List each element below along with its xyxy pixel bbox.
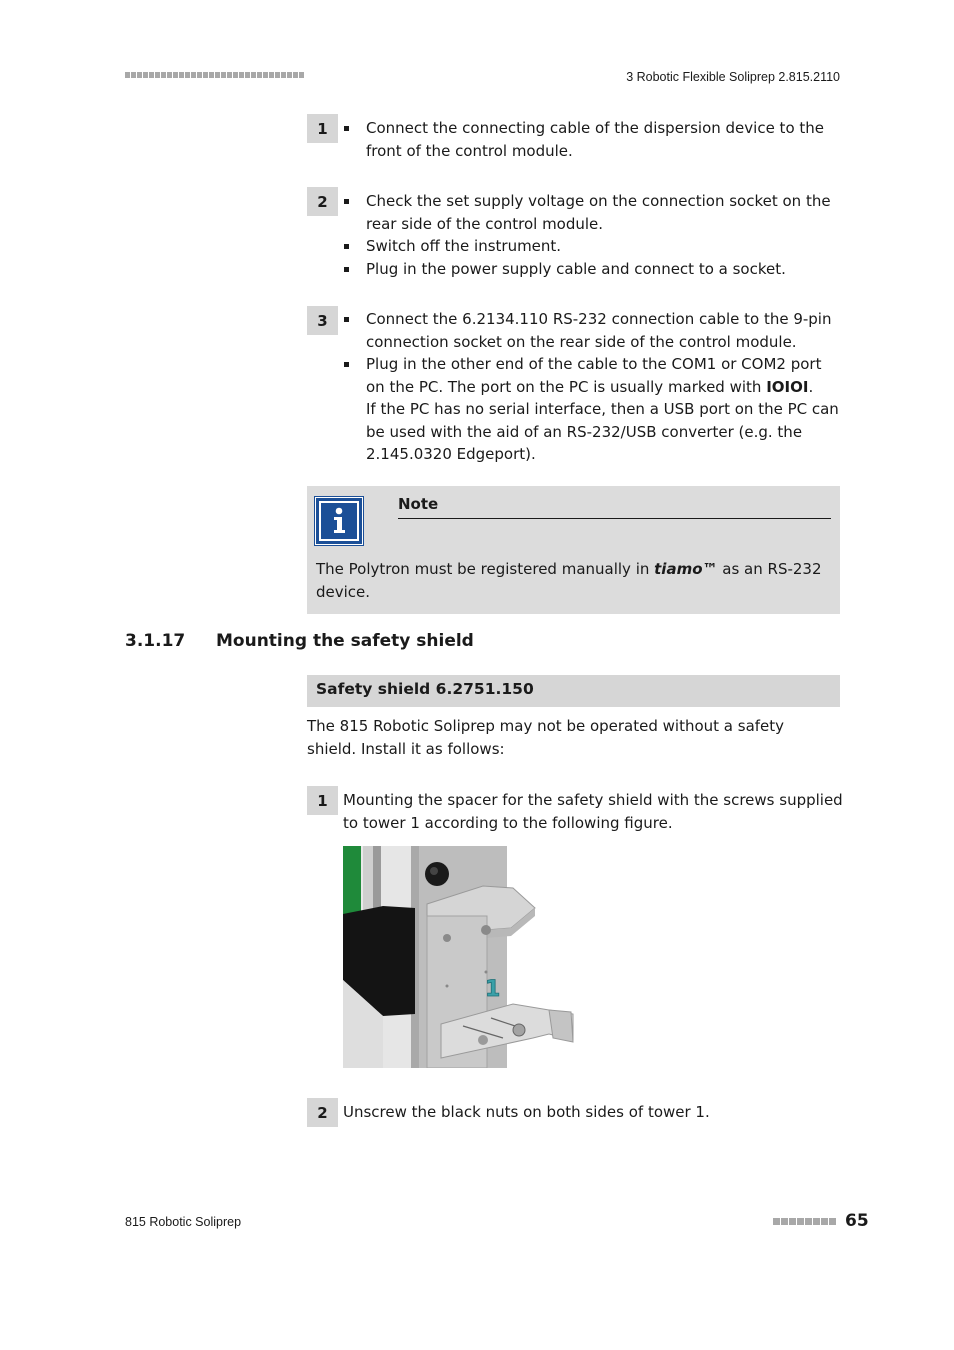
note-title: Note (398, 495, 439, 513)
step-number: 2 (307, 187, 338, 216)
note-text-part: as an RS-232 device. (316, 560, 822, 601)
list-item: Connect the connecting cable of the dispersion device to the front of the control module. (343, 117, 843, 162)
figure-callout: 1 (485, 977, 501, 1002)
list-item-text: If the PC has no serial interface, then a USB port on the PC can be used with the aid of an RS-232/USB converter (e.g. the 2.145.0320 Edgeport). (366, 400, 839, 463)
subsection-heading (307, 675, 840, 707)
list-item (343, 353, 843, 466)
port-marking: IOIOI (766, 377, 809, 396)
step-number: 1 (307, 114, 338, 143)
step-text: Mounting the spacer for the safety shield with the screws supplied to tower 1 according to the following figure. (343, 791, 843, 832)
list-item-text: . (808, 377, 814, 396)
footer-decoration (773, 1218, 836, 1225)
footer-product: 815 Robotic Soliprep (125, 1215, 242, 1229)
safety-shield-figure (343, 846, 575, 1068)
list-item: Plug in the power supply cable and connect to a socket. (343, 258, 843, 281)
list-item: Switch off the instrument. (343, 235, 843, 258)
step-list (343, 308, 843, 466)
note-text-part: The Polytron must be registered manually in (316, 560, 655, 578)
header-chapter: 3 Robotic Flexible Soliprep 2.815.2110 (626, 70, 840, 84)
step-list (343, 190, 843, 280)
software-name: tiamo™ (654, 560, 718, 578)
header-decoration (125, 72, 304, 78)
list-item: Check the set supply voltage on the connection socket on the rear side of the control module. (343, 190, 843, 235)
note-text (316, 558, 826, 603)
step-number: 1 (307, 786, 338, 815)
info-icon (315, 497, 363, 545)
step-text: Unscrew the black nuts on both sides of tower 1. (343, 1103, 710, 1121)
list-item-text: Plug in the other end of the cable to the COM1 or COM2 port on the PC. The port on the PC is usually marked with (366, 355, 822, 396)
note-divider (398, 518, 831, 519)
section-number: 3.1.17 (125, 631, 186, 651)
subsection-title: Safety shield 6.2751.150 (316, 680, 534, 698)
step-number: 3 (307, 306, 338, 335)
step-number: 2 (307, 1098, 338, 1127)
section-title: Mounting the safety shield (216, 631, 474, 651)
page-number: 65 (845, 1211, 869, 1231)
step-list (343, 117, 843, 162)
intro-paragraph: The 815 Robotic Soliprep may not be operated without a safety shield. Install it as follows: (307, 717, 785, 758)
list-item: Connect the 6.2134.110 RS-232 connection cable to the 9-pin connection socket on the rear side of the control module. (343, 308, 843, 353)
